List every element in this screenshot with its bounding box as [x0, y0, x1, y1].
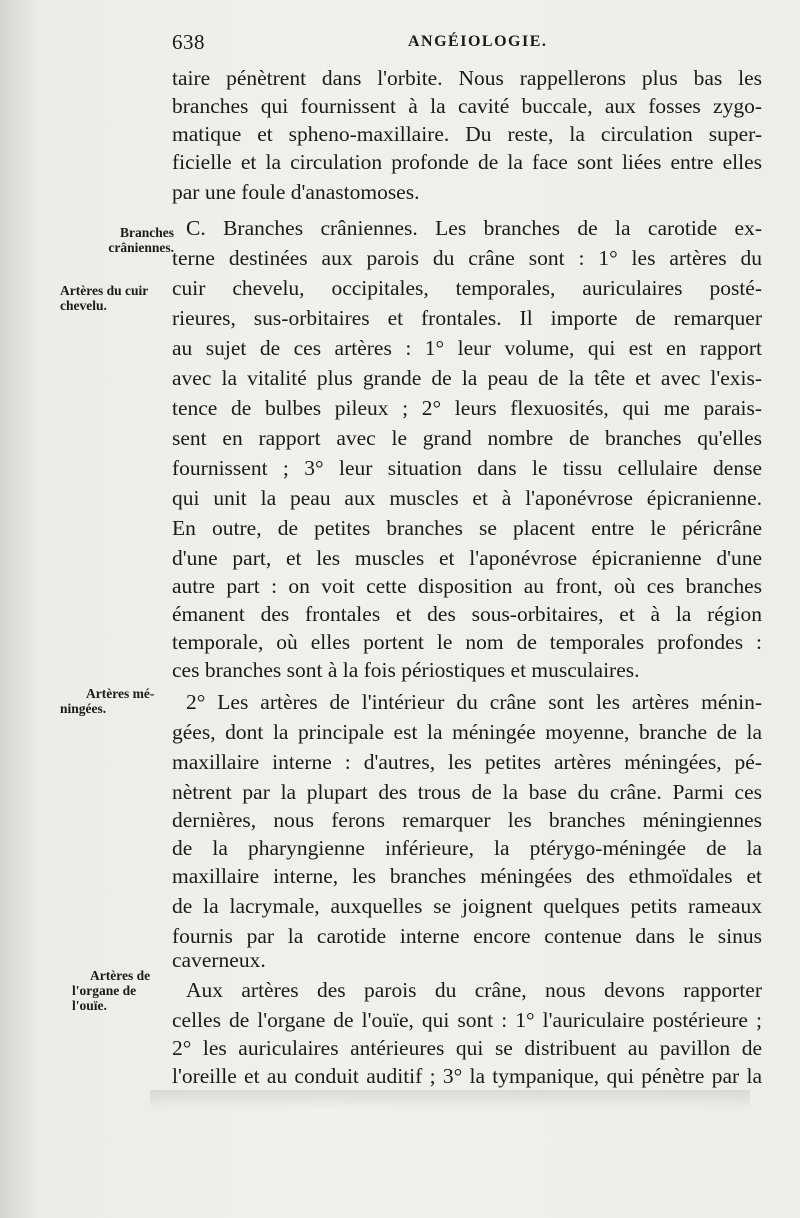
text-line: branches qui fournissent à la cavité buccale, aux fosses zygo-	[172, 94, 762, 118]
margin-note-line: l'organe de	[72, 983, 137, 998]
margin-note-line: Artères du cuir	[60, 283, 149, 298]
text-line: avec la vitalité plus grande de la peau de la tête et avec l'exis-	[172, 366, 762, 390]
text-line: temporale, où elles portent le nom de temporales profondes :	[172, 630, 762, 654]
margin-note-arteres-organe-ouie	[60, 968, 178, 1013]
margin-note-line: Artères mé-	[86, 686, 155, 701]
text-line: caverneux.	[172, 948, 266, 972]
text-line: maxillaire interne, les branches méningées des ethmoïdales et	[172, 864, 762, 888]
text-line: autre part : on voit cette disposition au front, où ces branches	[172, 574, 762, 598]
margin-note-arteres-meningees	[60, 686, 178, 716]
text-line: tence de bulbes pileux ; 2° leurs flexuosités, qui me parais-	[172, 396, 762, 420]
text-line: fournis par la carotide interne encore contenue dans le sinus	[172, 924, 762, 948]
margin-note-line: crâniennes.	[108, 240, 174, 255]
text-line: Aux artères des parois du crâne, nous devons rapporter	[186, 978, 762, 1002]
text-line: ces branches sont à la fois périostiques et musculaires.	[172, 658, 640, 682]
text-line: de la lacrymale, auxquelles se joignent quelques petits rameaux	[172, 894, 762, 918]
margin-note-line: chevelu.	[60, 298, 107, 313]
text-line: matique et spheno-maxillaire. Du reste, la circulation super-	[172, 122, 762, 146]
text-line: de la pharyngienne inférieure, la ptérygo-méningée de la	[172, 836, 762, 860]
page-header	[172, 30, 757, 54]
margin-note-line: l'ouïe.	[72, 998, 107, 1013]
running-title: ANGÉIOLOGIE.	[408, 33, 548, 50]
text-line: rieures, sus-orbitaires et frontales. Il importe de remarquer	[172, 306, 762, 330]
bleed-through	[150, 1090, 750, 1110]
text-line: par une foule d'anastomoses.	[172, 180, 420, 204]
text-line: ficielle et la circulation profonde de la face sont liées entre elles	[172, 150, 762, 174]
text-line: En outre, de petites branches se placent entre le péricrâne	[172, 516, 762, 540]
text-line: émanent des frontales et des sous-orbitaires, et à la région	[172, 602, 762, 626]
page-number: 638	[172, 30, 205, 54]
text-line: fournissent ; 3° leur situation dans le tissu cellulaire dense	[172, 456, 762, 480]
margin-note-line: Branches	[120, 225, 174, 240]
text-line: maxillaire interne : d'autres, les petites artères méningées, pé-	[172, 750, 762, 774]
gutter-shadow	[0, 0, 40, 1218]
text-line: 2° les auriculaires antérieures qui se distribuent au pavillon de	[172, 1036, 762, 1060]
text-line: l'oreille et au conduit auditif ; 3° la tympanique, qui pénètre par la	[172, 1064, 762, 1088]
text-line: sent en rapport avec le grand nombre de branches qu'elles	[172, 426, 762, 450]
margin-note-line: Artères de	[90, 968, 151, 983]
text-line: gées, dont la principale est la méningée moyenne, branche de la	[172, 720, 762, 744]
text-line: au sujet de ces artères : 1° leur volume, qui est en rapport	[172, 336, 762, 360]
text-line: celles de l'organe de l'ouïe, qui sont : 1° l'auriculaire postérieure ;	[172, 1008, 762, 1032]
text-line: 2° Les artères de l'intérieur du crâne sont les artères ménin-	[186, 690, 762, 714]
margin-note-arteres-cuir-chevelu	[60, 283, 178, 313]
text-line: C. Branches crâniennes. Les branches de la carotide ex-	[186, 216, 762, 240]
margin-note-line: ningées.	[60, 701, 107, 716]
text-line: taire pénètrent dans l'orbite. Nous rappellerons plus bas les	[172, 66, 762, 90]
margin-note-branches-craniennes	[56, 225, 174, 255]
text-line: d'une part, et les muscles et l'aponévrose épicranienne d'une	[172, 546, 762, 570]
text-line: cuir chevelu, occipitales, temporales, auriculaires posté-	[172, 276, 762, 300]
text-line: terne destinées aux parois du crâne sont : 1° les artères du	[172, 246, 762, 270]
text-line: dernières, nous ferons remarquer les branches méningiennes	[172, 808, 762, 832]
text-line: nètrent par la plupart des trous de la base du crâne. Parmi ces	[172, 780, 762, 804]
text-line: qui unit la peau aux muscles et à l'aponévrose épicranienne.	[172, 486, 762, 510]
